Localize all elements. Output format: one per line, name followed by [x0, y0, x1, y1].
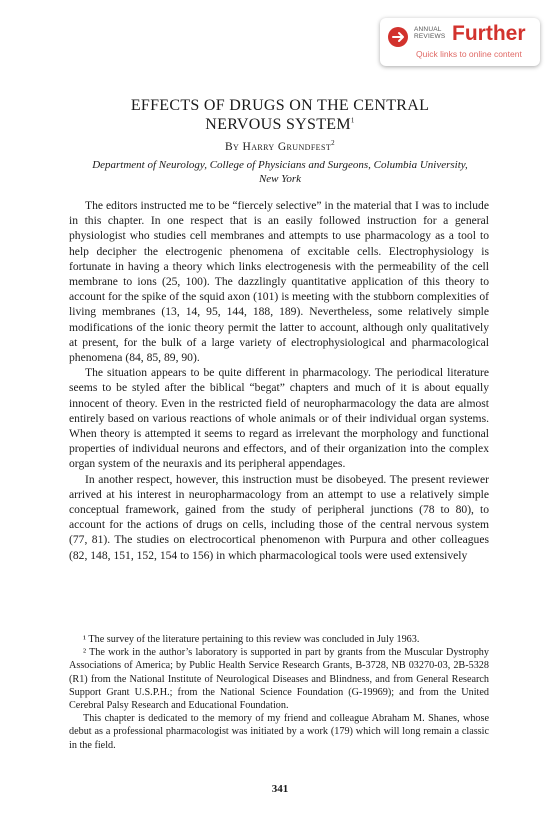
- title-footnote-mark: 1: [350, 116, 355, 125]
- banner-brand: [414, 26, 445, 40]
- paragraph-2: The situation appears to be quite different in pharmacology. The periodical literature seems to be styled after the biblical “begat” chapters and much of it is about equally innocent of theory. Even in the restricted field of neuropharmacology the data are almost entirely based on various reactions of whole animals or of their individual organ systems. When theory is attempted it seems to regard as irrelevant the morphology and functional properties of individual neurons and effectors, and of their organization into the complex organ system of the neuraxis and its peripheral appendages.: [69, 366, 489, 471]
- paragraph-3: In another respect, however, this instruction must be disobeyed. The present reviewer arrived at his interest in neuropharmacology from an attempt to use a relatively simple conceptual framework, gained from the study of peripheral junctions (78 to 80), to account for the actions of drugs on cells, including those of the central nervous system (77, 81). The studies on electrocortical phenomenon with Purpura and other colleagues (82, 148, 151, 152, 154 to 156) in which pharmacological tools were used extensively: [69, 472, 489, 562]
- page-number: 341: [271, 783, 289, 795]
- title-line1: EFFECTS OF DRUGS ON THE CENTRAL: [130, 97, 430, 114]
- title-line2: NERVOUS SYSTEM: [205, 116, 351, 133]
- annual-reviews-logo-icon: [388, 27, 408, 47]
- banner-brand-line2: REVIEWS: [414, 33, 446, 40]
- affiliation-line2: New York: [258, 173, 302, 185]
- footnote-1: ¹ The survey of the literature pertaining to this review was concluded in July 1963.: [83, 634, 420, 645]
- footnotes: [69, 633, 489, 752]
- affiliation-line1: Department of Neurology, College of Physicians and Surgeons, Columbia University,: [92, 159, 468, 171]
- author-name: By Harry Grundfest: [224, 141, 332, 153]
- author-line: [70, 141, 490, 153]
- article-body: [69, 198, 489, 563]
- banner-subtitle-link[interactable]: Quick links to online content: [416, 49, 522, 59]
- paragraph-1: The editors instructed me to be “fiercely selective” in the material that I was to include in this chapter. In one respect that is an easily followed instruction for a general physiologist who studies cell membranes and attempts to use pharmacology as a tool to help decipher the electrogenic phenomena of excitable cells. Electrophysiology is fortunate in having a theory which links electrogenesis with the permeability of the cell membrane to ions (25, 100). The dazzlingly quantitative application of this theory to account for the spike of the squid axon (101) is meeting with the stubborn complexities of living membranes (13, 14, 95, 144, 188, 189). Nevertheless, some relatively simple modifications of the ionic theory permit the latter to account, although only qualitatively at present, for the bulk of a large variety of electrophysiological and pharmacological phenomena (84, 85, 89, 90).: [69, 199, 489, 365]
- banner-title: Further: [452, 22, 526, 45]
- footnote-2: ² The work in the author’s laboratory is supported in part by grants from the Muscular Dystrophy Associations of America; by Public Health Service Research Grants, B-3728, NB 03270-03, 2B-5328 (R1) from the National Institute of Neurological Diseases and Blindness, and from General Research Support Grant U.S.P.H.; from the National Science Foundation (G-19969); and from the United Cerebral Palsy Research and Educational Foundation.: [69, 647, 489, 712]
- author-footnote-mark: 2: [331, 139, 336, 148]
- banner-brand-line1: ANNUAL: [414, 26, 442, 33]
- affiliation: [70, 158, 490, 186]
- dedication: This chapter is dedicated to the memory of my friend and colleague Abraham M. Shanes, whose debut as a professional pharmacologist was initiated by a work (179) which will long remain a classic in the field.: [69, 713, 489, 751]
- further-banner[interactable]: [380, 18, 540, 66]
- article-title: [70, 96, 490, 134]
